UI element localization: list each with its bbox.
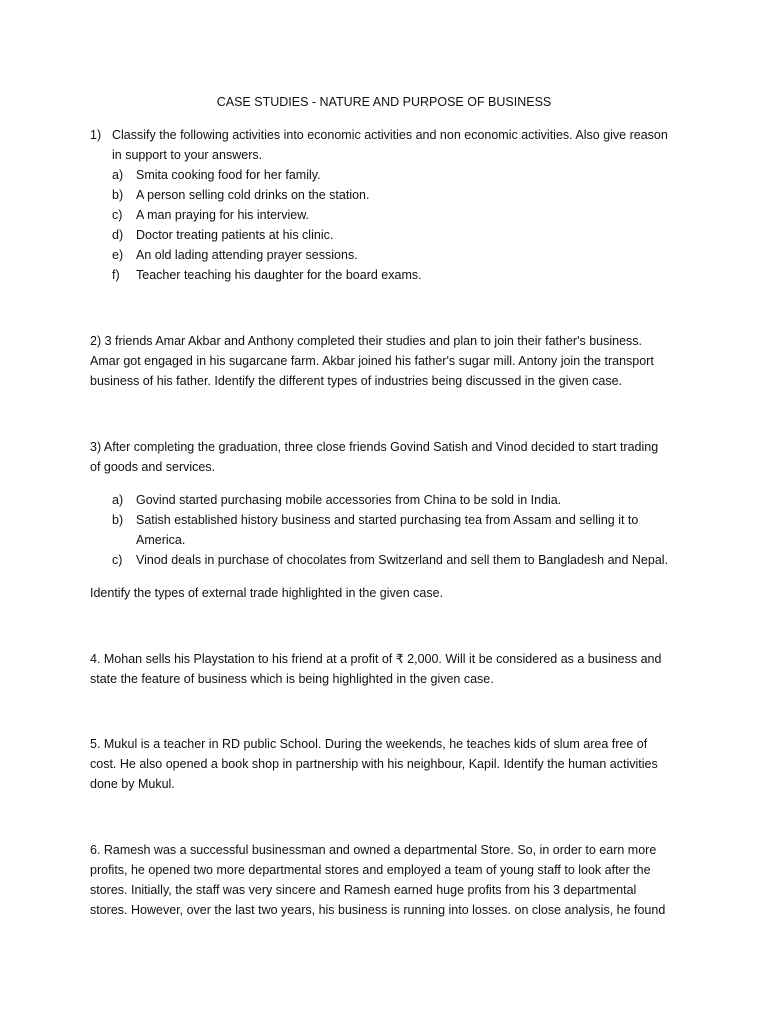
question-2-text-line-1: 2) 3 friends Amar Akbar and Anthony completed their studies and plan to join their father's business. (90, 334, 643, 348)
question-3-item-letter: c) (112, 553, 123, 567)
question-6-text-line-3: stores. Initially, the staff was very sincere and Ramesh earned huge profits from his 3 departmental (90, 883, 637, 897)
question-1-number: 1) (90, 128, 102, 142)
question-1-item-letter: a) (112, 168, 124, 182)
question-1-item-text: A man praying for his interview. (136, 208, 309, 222)
question-1-item-letter: e) (112, 248, 124, 262)
question-3-item-text: Vinod deals in purchase of chocolates from Switzerland and sell them to Bangladesh and Nepal. (136, 553, 669, 567)
document-title: CASE STUDIES - NATURE AND PURPOSE OF BUSINESS (216, 95, 552, 109)
question-6-text-line-1: 6. Ramesh was a successful businessman and owned a departmental Store. So, in order to earn more (90, 843, 657, 857)
question-3-item-text: Satish established history business and started purchasing tea from Assam and selling it to (136, 513, 639, 527)
question-1-item-text: Doctor treating patients at his clinic. (136, 228, 334, 242)
question-1-text-line-1: Classify the following activities into economic activities and non economic activities. Also give reason (112, 128, 668, 142)
question-6-text-line-2: profits, he opened two more departmental stores and employed a team of young staff to look after the (90, 863, 651, 877)
question-3-text-line-2: of goods and services. (90, 460, 216, 474)
question-3-item-letter: b) (112, 513, 124, 527)
question-1-item-letter: f) (112, 268, 120, 282)
question-4-text-line-1: 4. Mohan sells his Playstation to his friend at a profit of ₹ 2,000. Will it be considered as a business and (90, 652, 662, 666)
question-1-item-letter: b) (112, 188, 124, 202)
question-5-text-line-1: 5. Mukul is a teacher in RD public School. During the weekends, he teaches kids of slum area free of (90, 737, 648, 751)
question-1-item-text: An old lading attending prayer sessions. (136, 248, 358, 262)
question-1-item-text: Smita cooking food for her family. (136, 168, 321, 182)
question-5-text-line-3: done by Mukul. (90, 777, 175, 791)
question-3-closing: Identify the types of external trade highlighted in the given case. (90, 586, 444, 600)
question-1-item-text: Teacher teaching his daughter for the board exams. (136, 268, 422, 282)
question-3-text-line-1: 3) After completing the graduation, three close friends Govind Satish and Vinod decided to start trading (90, 440, 659, 454)
question-1-item-text: A person selling cold drinks on the station. (136, 188, 370, 202)
question-5-text-line-2: cost. He also opened a book shop in partnership with his neighbour, Kapil. Identify the human activities (90, 757, 658, 771)
question-6-text-line-4: stores. However, over the last two years, his business is running into losses. on close analysis, he found (90, 903, 666, 917)
question-1-item-letter: d) (112, 228, 124, 242)
question-1-text-line-2: in support to your answers. (112, 148, 263, 162)
question-2-text-line-2: Amar got engaged in his sugarcane farm. Akbar joined his father's sugar mill. Antony join the transport (90, 354, 654, 368)
question-4-text-line-2: state the feature of business which is being highlighted in the given case. (90, 672, 494, 686)
question-2-text-line-3: business of his father. Identify the different types of industries being discussed in the given case. (90, 374, 623, 388)
question-3-item-text-continued: America. (136, 533, 186, 547)
question-3-item-text: Govind started purchasing mobile accessories from China to be sold in India. (136, 493, 562, 507)
question-3-item-letter: a) (112, 493, 124, 507)
question-1-item-letter: c) (112, 208, 123, 222)
